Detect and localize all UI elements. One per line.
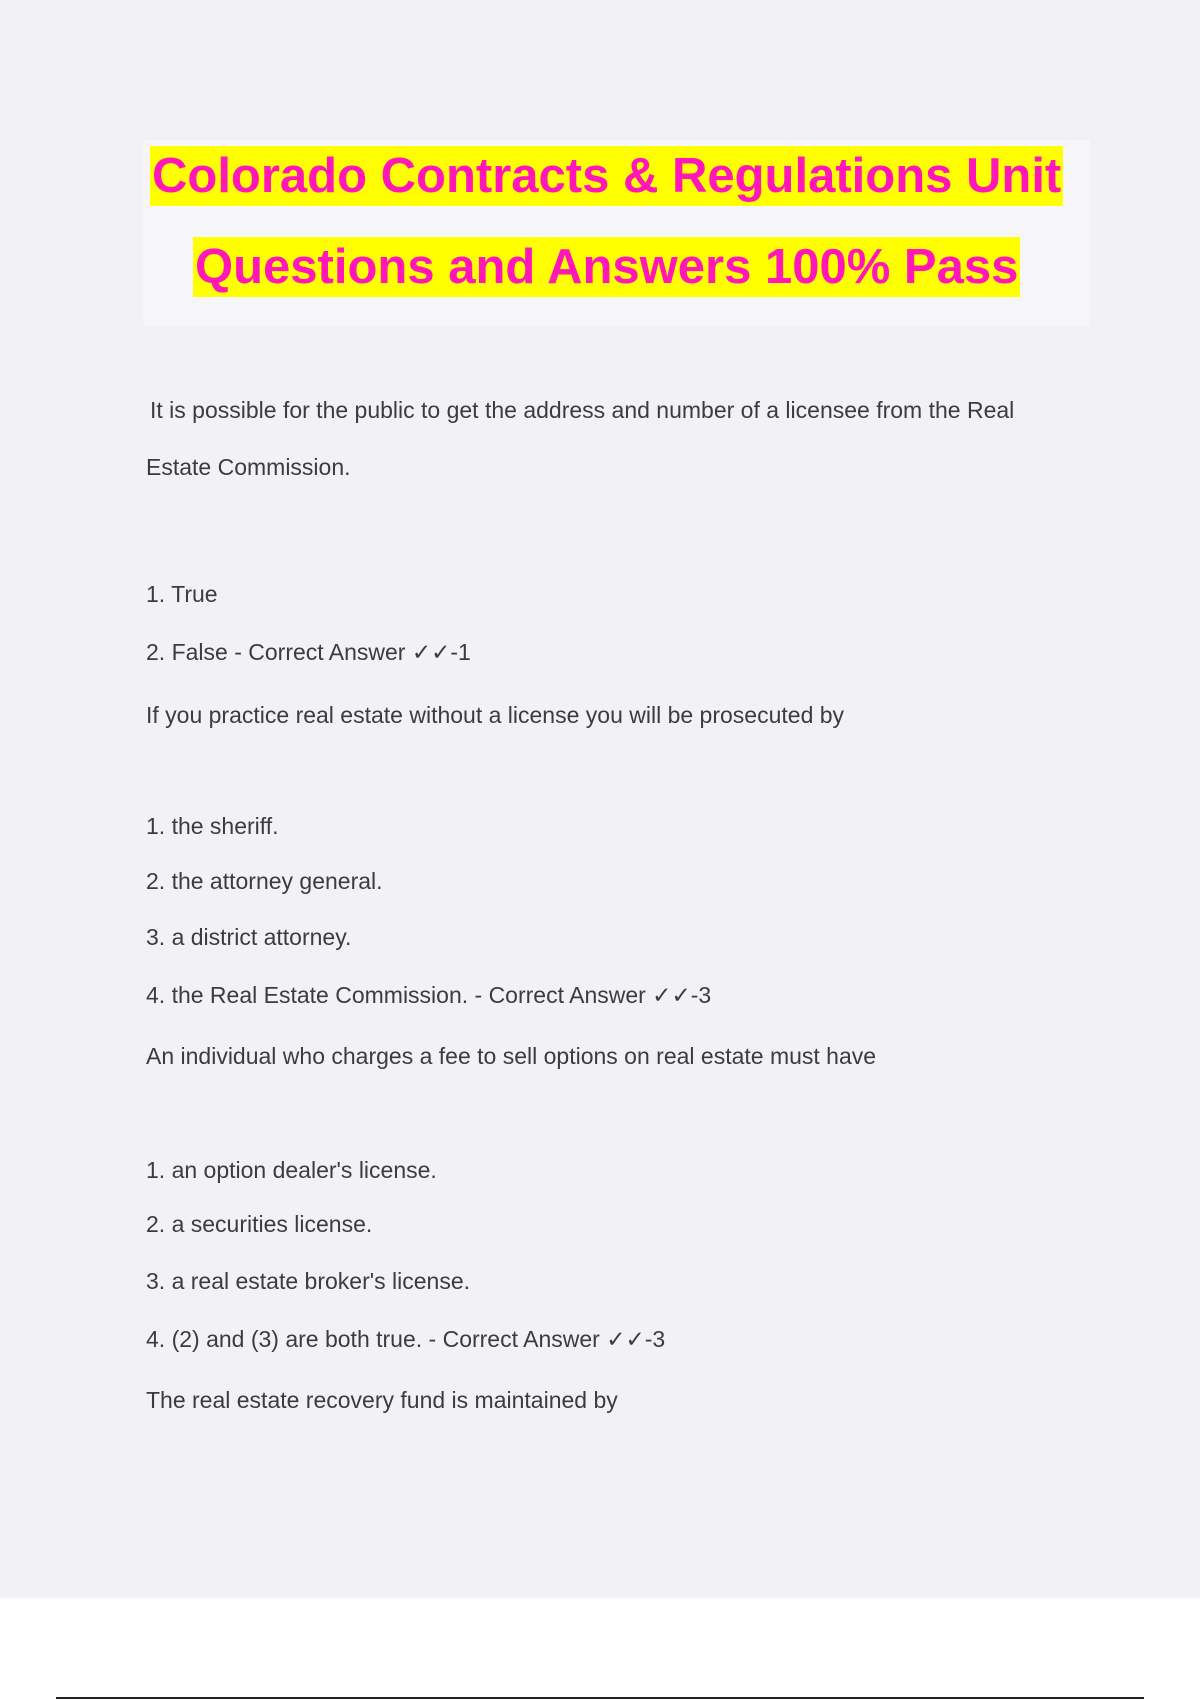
question-3-option-3: 3. a real estate broker's license. (146, 1268, 470, 1294)
question-3-option-2: 2. a securities license. (146, 1211, 373, 1237)
question-3-text: An individual who charges a fee to sell options on real estate must have (146, 1043, 877, 1069)
footer-rule (56, 1697, 1144, 1699)
question-2-option-3: 3. a district attorney. (146, 924, 352, 950)
question-4-text: The real estate recovery fund is maintained by (146, 1387, 618, 1413)
question-3-option-1: 1. an option dealer's license. (146, 1157, 437, 1183)
question-1-option-2-answer: 2. False - Correct Answer ✓✓-1 (146, 639, 471, 665)
question-2-option-2: 2. the attorney general. (146, 868, 383, 894)
question-1-text-line-1: It is possible for the public to get the address and number of a licensee from the Real (150, 397, 1015, 423)
question-2-option-4-answer: 4. the Real Estate Commission. - Correct Answer ✓✓-3 (146, 982, 712, 1008)
document-title-line-2: Questions and Answers 100% Pass (193, 237, 1020, 297)
document-title-line-1: Colorado Contracts & Regulations Unit (150, 146, 1063, 206)
question-2-option-1: 1. the sheriff. (146, 813, 279, 839)
question-1-text-line-2: Estate Commission. (146, 454, 351, 480)
question-2-text: If you practice real estate without a license you will be prosecuted by (146, 702, 845, 728)
question-1-option-1: 1. True (146, 581, 218, 607)
question-3-option-4-answer: 4. (2) and (3) are both true. - Correct Answer ✓✓-3 (146, 1326, 666, 1352)
